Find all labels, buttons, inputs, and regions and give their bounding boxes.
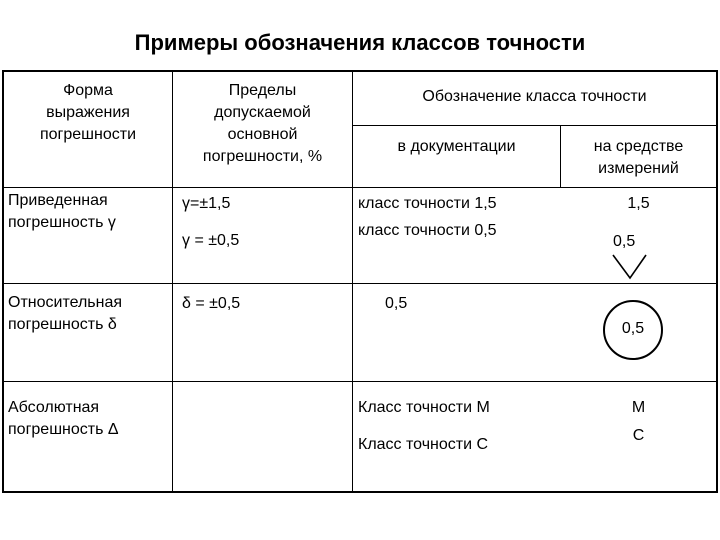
- row1-doc-1: класс точности 1,5: [358, 195, 497, 212]
- row2-form: [8, 292, 172, 336]
- header-limits-line: допускаемой: [214, 104, 311, 121]
- row1-form-line: погрешность γ: [8, 214, 116, 231]
- header-limits-line: Пределы: [228, 82, 297, 99]
- row3-doc-1: Класс точности М: [358, 399, 490, 416]
- header-form: [4, 80, 172, 146]
- row3-form: [8, 397, 172, 441]
- header-docs: в документации: [397, 138, 516, 155]
- header-marks-line: на средстве: [593, 138, 684, 155]
- col-divider-2: [352, 70, 353, 493]
- header-subgroup-divider: [352, 125, 718, 126]
- row2-form-line: погрешность δ: [8, 316, 117, 333]
- header-group: Обозначение класса точности: [422, 88, 647, 105]
- row-divider-2: [2, 381, 718, 382]
- row1-form-line: Приведенная: [8, 192, 108, 209]
- row2-limit-1: δ = ±0,5: [182, 295, 241, 312]
- header-marks-line: измерений: [598, 160, 679, 177]
- row3-doc-2: Класс точности С: [358, 436, 489, 453]
- row3-mark-2: С: [632, 427, 645, 444]
- row3-form-line: Абсолютная: [8, 399, 100, 416]
- row2-mark-1: 0,5: [621, 320, 645, 337]
- header-form-line: погрешности: [39, 126, 137, 143]
- header-limits-line: основной: [227, 126, 298, 143]
- header-limits: [173, 80, 352, 168]
- row-divider-1: [2, 283, 718, 284]
- row1-limit-1: γ=±1,5: [182, 195, 231, 212]
- table-border-bottom: [2, 491, 718, 493]
- row1-form: [8, 190, 172, 234]
- table-border-top: [2, 70, 718, 72]
- check-mark-icon: [612, 252, 652, 282]
- row2-doc-1: 0,5: [385, 295, 408, 312]
- header-form-line: Форма: [63, 82, 113, 99]
- row2-form-line: Относительная: [8, 294, 123, 311]
- row3-form-line: погрешность Δ: [8, 421, 119, 438]
- row3-mark-1: М: [631, 399, 646, 416]
- row1-mark-2: 0,5: [613, 233, 636, 250]
- header-divider: [2, 187, 718, 188]
- page-title: Примеры обозначения классов точности: [134, 30, 586, 55]
- header-limits-line: погрешности, %: [202, 148, 323, 165]
- row1-limit-2: γ = ±0,5: [182, 232, 240, 249]
- header-marks: [561, 136, 716, 180]
- row1-doc-2: класс точности 0,5: [358, 222, 497, 239]
- header-form-line: выражения: [46, 104, 130, 121]
- table-border-right: [716, 70, 718, 493]
- row1-mark-1: 1,5: [627, 195, 650, 212]
